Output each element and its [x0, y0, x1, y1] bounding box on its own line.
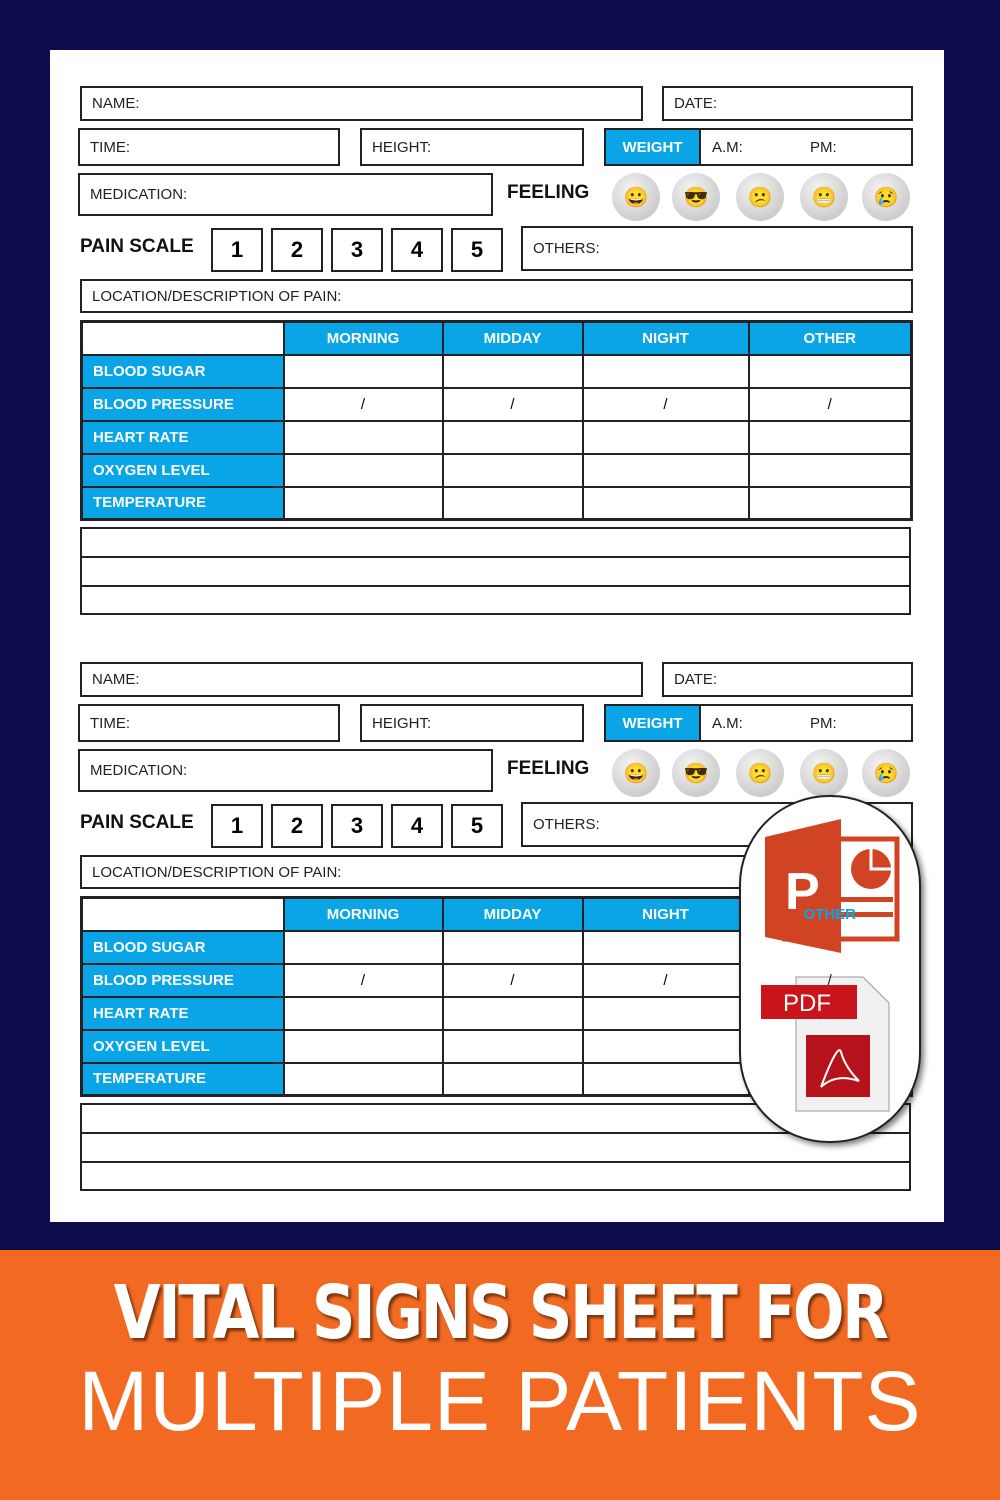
medication-field[interactable] [78, 173, 493, 216]
note-line[interactable] [82, 1163, 909, 1192]
height-label: HEIGHT: [372, 714, 432, 732]
row-label: HEART RATE [82, 421, 284, 454]
col-morning: MORNING [284, 898, 443, 931]
value-cell[interactable] [749, 421, 912, 454]
others-label: OTHERS: [533, 240, 600, 257]
pm-label: PM: [810, 138, 837, 156]
value-cell[interactable] [284, 997, 443, 1030]
medication-label: MEDICATION: [90, 186, 188, 203]
col-midday: MIDDAY [443, 322, 583, 355]
height-label: HEIGHT: [372, 138, 432, 156]
banner-title-line2: MULTIPLE PATIENTS [78, 1354, 922, 1448]
note-line[interactable] [82, 529, 909, 558]
value-cell[interactable] [443, 1063, 583, 1096]
title-banner [0, 1250, 1000, 1500]
value-cell[interactable] [284, 1063, 443, 1096]
pain-scale-label: PAIN SCALE [80, 812, 194, 833]
value-cell[interactable] [583, 1030, 749, 1063]
table-row [82, 388, 912, 421]
pm-label: PM: [810, 714, 837, 732]
crying-face-icon[interactable]: 😢 [862, 173, 910, 221]
value-cell[interactable] [284, 1030, 443, 1063]
row-label: BLOOD PRESSURE [82, 964, 284, 997]
value-cell[interactable] [443, 1030, 583, 1063]
time-field[interactable] [78, 128, 340, 166]
col-night: NIGHT [583, 322, 749, 355]
row-label: TEMPERATURE [82, 487, 284, 520]
pdf-icon [761, 977, 889, 1111]
weight-text: WEIGHT [622, 138, 683, 156]
medication-field[interactable] [78, 749, 493, 792]
pain-option-2[interactable]: 2 [271, 804, 323, 848]
value-cell[interactable] [443, 454, 583, 487]
row-label: TEMPERATURE [82, 1063, 284, 1096]
am-label: A.M: [712, 138, 743, 156]
pain-option-3[interactable]: 3 [331, 228, 383, 272]
row-label: BLOOD PRESSURE [82, 388, 284, 421]
row-label: OXYGEN LEVEL [82, 454, 284, 487]
col-night: NIGHT [583, 898, 749, 931]
value-cell[interactable] [749, 355, 912, 388]
value-cell[interactable] [749, 454, 912, 487]
powerpoint-icon [765, 819, 897, 953]
pain-option-3[interactable]: 3 [331, 804, 383, 848]
row-label: OXYGEN LEVEL [82, 1030, 284, 1063]
value-cell[interactable]: / [583, 388, 749, 421]
table-row [82, 421, 912, 454]
crying-face-icon[interactable]: 😢 [862, 749, 910, 797]
value-cell[interactable] [284, 454, 443, 487]
time-label: TIME: [90, 714, 130, 732]
value-cell[interactable] [749, 487, 912, 520]
value-cell[interactable]: / [443, 964, 583, 997]
value-cell[interactable]: / [443, 388, 583, 421]
table-row [82, 454, 912, 487]
weight-text: WEIGHT [622, 714, 683, 732]
happy-face-icon[interactable]: 😀 [612, 173, 660, 221]
value-cell[interactable] [284, 931, 443, 964]
col-other [749, 322, 912, 355]
weight-label [604, 704, 701, 742]
location-label: LOCATION/DESCRIPTION OF PAIN: [92, 863, 342, 881]
format-badge [739, 795, 921, 1143]
value-cell[interactable] [443, 355, 583, 388]
pain-option-5[interactable]: 5 [451, 228, 503, 272]
pain-option-2[interactable]: 2 [271, 228, 323, 272]
col-other-label: OTHER [803, 905, 856, 923]
grimacing-face-icon[interactable]: 😬 [800, 749, 848, 797]
row-label: BLOOD SUGAR [82, 355, 284, 388]
value-cell[interactable] [583, 931, 749, 964]
value-cell[interactable] [583, 997, 749, 1030]
banner-title-line1: VITAL SIGNS SHEET FOR [113, 1270, 887, 1356]
value-cell[interactable] [583, 454, 749, 487]
value-cell[interactable] [749, 388, 912, 421]
time-label: TIME: [90, 138, 130, 156]
value-cell[interactable] [583, 1063, 749, 1096]
date-field[interactable] [662, 662, 913, 697]
value-text: / [827, 395, 832, 413]
svg-text:PDF: PDF [783, 990, 831, 1017]
value-cell[interactable] [583, 421, 749, 454]
value-cell[interactable]: / [284, 964, 443, 997]
others-label: OTHERS: [533, 816, 600, 833]
pain-option-1[interactable]: 1 [211, 228, 263, 272]
value-cell[interactable]: / [284, 388, 443, 421]
value-cell[interactable] [583, 355, 749, 388]
pain-option-4[interactable]: 4 [391, 804, 443, 848]
value-cell[interactable] [443, 421, 583, 454]
value-cell[interactable] [443, 997, 583, 1030]
feeling-label: FEELING [507, 182, 590, 203]
confused-face-icon[interactable]: 😕 [736, 173, 784, 221]
table-row [82, 487, 912, 520]
vitals-table [80, 320, 913, 521]
date-field[interactable] [662, 86, 913, 121]
value-cell[interactable]: / [583, 964, 749, 997]
cool-face-icon[interactable]: 😎 [672, 173, 720, 221]
weight-label [604, 128, 701, 166]
others-field[interactable] [521, 226, 913, 271]
col-midday: MIDDAY [443, 898, 583, 931]
name-field[interactable] [80, 662, 643, 697]
value-cell[interactable] [284, 421, 443, 454]
col-other-label: OTHER [803, 329, 856, 347]
value-text: / [827, 971, 832, 989]
pain-option-5[interactable]: 5 [451, 804, 503, 848]
col-morning: MORNING [284, 322, 443, 355]
happy-face-icon[interactable]: 😀 [612, 749, 660, 797]
confused-face-icon[interactable]: 😕 [736, 749, 784, 797]
name-field[interactable] [80, 86, 643, 121]
patient-form [0, 0, 1000, 560]
am-label: A.M: [712, 714, 743, 732]
location-label: LOCATION/DESCRIPTION OF PAIN: [92, 287, 342, 305]
row-label: BLOOD SUGAR [82, 931, 284, 964]
grimacing-face-icon[interactable]: 😬 [800, 173, 848, 221]
value-cell[interactable] [284, 355, 443, 388]
date-label: DATE: [674, 95, 718, 112]
svg-text:P: P [785, 863, 820, 921]
file-icons [741, 797, 923, 1145]
time-field[interactable] [78, 704, 340, 742]
pain-option-1[interactable]: 1 [211, 804, 263, 848]
date-label: DATE: [674, 671, 718, 688]
corner-cell [82, 322, 284, 355]
row-label: HEART RATE [82, 997, 284, 1030]
height-field[interactable] [360, 704, 584, 742]
feeling-label: FEELING [507, 758, 590, 779]
pain-option-4[interactable]: 4 [391, 228, 443, 272]
value-cell[interactable] [443, 487, 583, 520]
table-row [82, 355, 912, 388]
location-field[interactable] [80, 279, 913, 313]
corner-cell [82, 898, 284, 931]
value-cell[interactable] [583, 487, 749, 520]
value-cell[interactable] [284, 487, 443, 520]
medication-label: MEDICATION: [90, 762, 188, 779]
pain-scale-label: PAIN SCALE [80, 236, 194, 257]
height-field[interactable] [360, 128, 584, 166]
value-cell[interactable] [443, 931, 583, 964]
name-label: NAME: [92, 671, 140, 688]
name-label: NAME: [92, 95, 140, 112]
cool-face-icon[interactable]: 😎 [672, 749, 720, 797]
